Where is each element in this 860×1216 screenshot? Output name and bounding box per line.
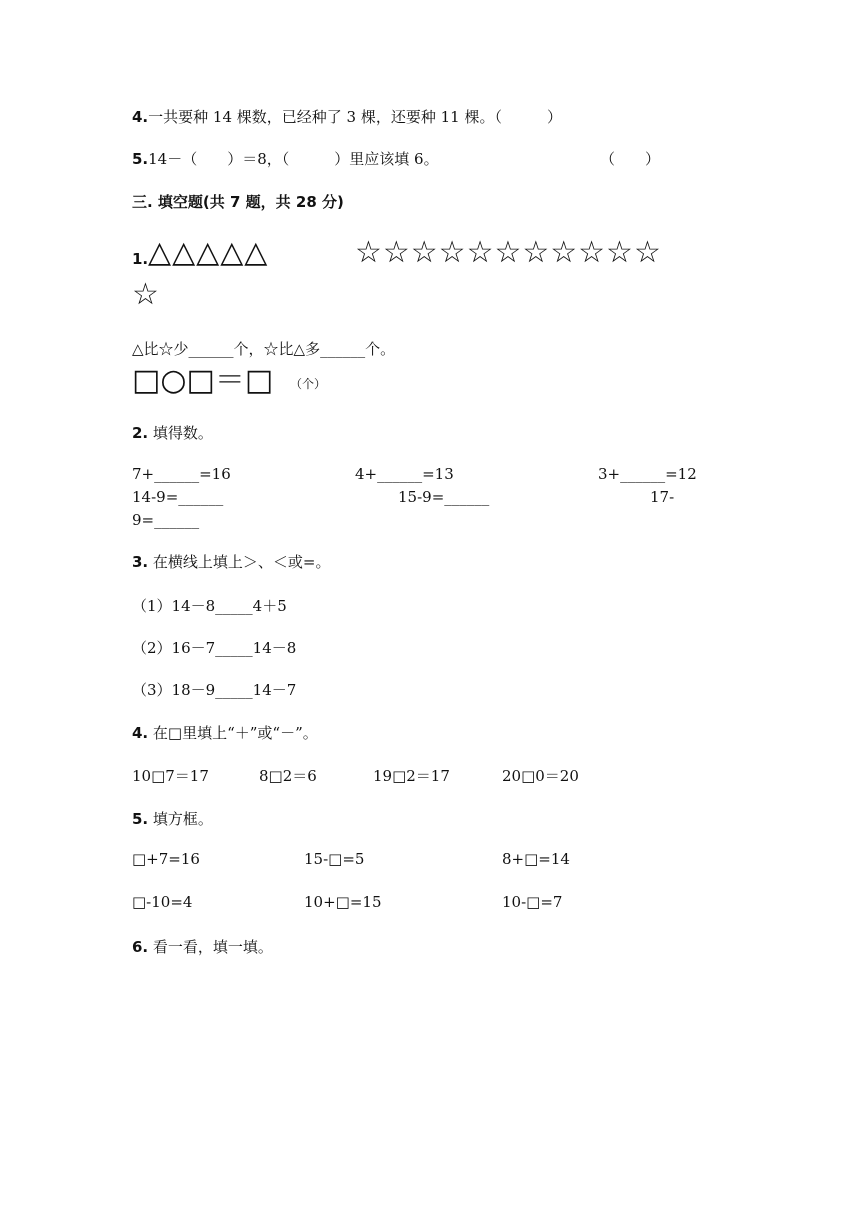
stars-row-wrap: ☆	[132, 277, 160, 312]
question-text: 填方框。	[148, 810, 213, 828]
question-number: 6.	[132, 938, 149, 956]
box-item[interactable]: 10+□=15	[304, 893, 382, 911]
question-text: 填得数。	[148, 424, 213, 442]
box-item[interactable]: □+7=16	[132, 850, 200, 868]
compare-item[interactable]: （3）18－9_____14－7	[132, 681, 297, 699]
compare-text: △比☆少______个，☆比△多______个。	[132, 340, 396, 358]
question-number: 1.	[132, 250, 149, 268]
answer-paren: （ ）	[600, 150, 661, 168]
fill-question-1-number	[132, 250, 148, 268]
stars-row: ☆☆☆☆☆☆☆☆☆☆☆	[355, 235, 662, 270]
fill-question-5-title	[132, 808, 213, 829]
question-number: 3.	[132, 553, 149, 571]
question-title	[132, 424, 213, 442]
question-number: 5.	[132, 810, 149, 828]
operator-item[interactable]: 10□7＝17	[132, 767, 209, 785]
triangles-row: △△△△△	[148, 235, 269, 270]
unit-label: （个）	[290, 377, 327, 391]
question-text: 看一看，填一填。	[148, 938, 273, 956]
fill-blank[interactable]: 14-9=______	[132, 488, 224, 506]
equation-boxes[interactable]: □○□＝□	[132, 363, 274, 398]
fill-question-2-title	[132, 422, 213, 443]
box-item[interactable]: 15-□=5	[304, 850, 365, 868]
judge-question-5	[132, 148, 439, 169]
question-number: 2.	[132, 424, 149, 442]
fill-blank[interactable]: 7+______=16	[132, 465, 231, 483]
fill-blank[interactable]: 15-9=______	[398, 488, 490, 506]
fill-blank[interactable]: 17-	[650, 488, 675, 506]
fill-question-3-title	[132, 551, 330, 572]
compare-item[interactable]: （2）16－7_____14－8	[132, 639, 297, 657]
box-item[interactable]: □-10=4	[132, 893, 193, 911]
operator-item[interactable]: 19□2＝17	[373, 767, 450, 785]
compare-item[interactable]: （1）14－8_____4＋5	[132, 597, 287, 615]
question-text: 14－（ ）＝8，（ ）里应该填 6。	[148, 150, 439, 168]
question-text: 在横线上填上＞、＜或=。	[148, 553, 331, 571]
question-number: 4.	[132, 108, 149, 126]
section-title: 三. 填空题(共 7 题，共 28 分)	[132, 193, 344, 211]
operator-item[interactable]: 20□0＝20	[502, 767, 579, 785]
fill-blank[interactable]: 4+______=13	[355, 465, 454, 483]
question-number: 4.	[132, 724, 149, 742]
fill-blank[interactable]: 3+______=12	[598, 465, 697, 483]
box-item[interactable]: 8+□=14	[502, 850, 570, 868]
box-item[interactable]: 10-□=7	[502, 893, 563, 911]
operator-item[interactable]: 8□2＝6	[259, 767, 317, 785]
fill-question-4-title	[132, 722, 318, 743]
judge-question-4	[132, 106, 562, 127]
fill-question-6-title	[132, 936, 273, 957]
question-number: 5.	[132, 150, 149, 168]
question-text: 在□里填上“＋”或“－”。	[148, 724, 318, 742]
question-text: 一共要种 14 棵数，已经种了 3 棵，还要种 11 棵。（ ）	[148, 108, 562, 126]
fill-blank[interactable]: 9=______	[132, 511, 200, 529]
